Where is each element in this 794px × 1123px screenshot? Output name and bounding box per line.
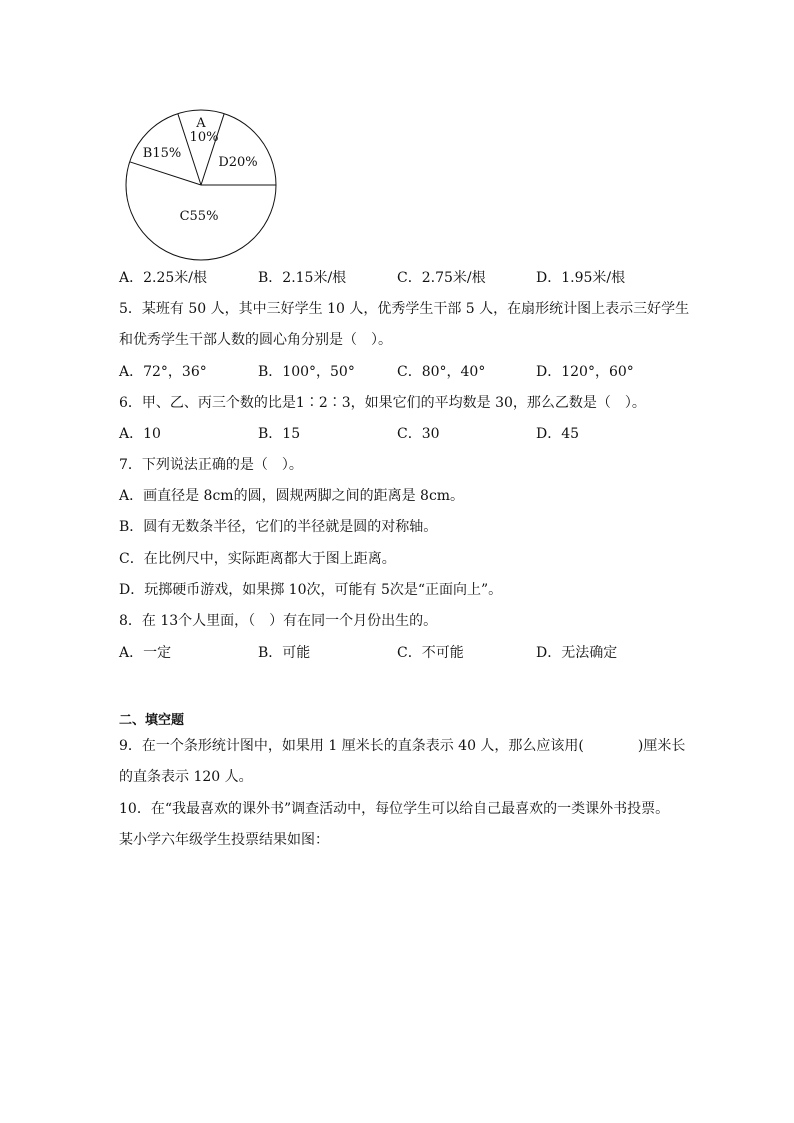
q7-option-a: A．画直径是 8cm的圆，圆规两脚之间的距离是 8cm。: [119, 488, 465, 504]
pie-slice-c-divider: [130, 162, 201, 185]
q6-stem: 6．甲、乙、丙三个数的比是1∶2∶3，如果它们的平均数是 30，那么乙数是（ ）。: [119, 395, 646, 411]
q5-stem-line2: 和优秀学生干部人数的圆心角分别是（ ）。: [119, 332, 392, 348]
q5-option-c: C．80°，40°: [397, 364, 486, 380]
pie-chart: [118, 108, 284, 268]
q9-stem-line2: 的直条表示 120 人。: [119, 769, 253, 785]
section-heading: 二、填空题: [119, 713, 185, 728]
q9-text-before-blank: 9．在一个条形统计图中，如果用 1 厘米长的直条表示 40 人，那么应该用(: [119, 738, 584, 754]
q10-stem-line2: 某小学六年级学生投票结果如图：: [119, 832, 329, 848]
q5-option-d: D．120°，60°: [536, 364, 634, 380]
q4-option-c: C．2.75米/根: [397, 270, 486, 286]
q6-option-d: D．45: [536, 426, 580, 442]
q7-stem: 7．下列说法正确的是（ ）。: [119, 457, 303, 473]
q5-option-b: B．100°，50°: [258, 364, 355, 380]
pie-label-b: B15%: [142, 146, 182, 161]
q7-option-b: B．圆有无数条半径，它们的半径就是圆的对称轴。: [119, 519, 438, 535]
pie-label-a-letter: A: [196, 116, 206, 131]
q10-stem-line1: 10．在“我最喜欢的课外书”调查活动中，每位学生可以给自己最喜欢的一类课外书投票。: [119, 801, 670, 817]
q8-option-c: C．不可能: [397, 645, 464, 661]
q8-stem: 8．在 13个人里面，（ ）有在同一个月份出生的。: [119, 613, 438, 629]
q6-option-c: C．30: [397, 426, 440, 442]
q8-option-a: A．一定: [119, 645, 172, 661]
pie-label-a-pct: 10%: [189, 130, 219, 145]
q8-option-b: B．可能: [258, 645, 311, 661]
q5-stem-line1: 5．某班有 50 人，其中三好学生 10 人，优秀学生干部 5 人，在扇形统计图上表示三好学生: [119, 301, 690, 317]
pie-label-c: C55%: [179, 209, 219, 224]
q7-option-c: C．在比例尺中，实际距离都大于图上距离。: [119, 551, 396, 567]
q8-option-d: D．无法确定: [536, 645, 618, 661]
q9-stem-line1: [119, 736, 685, 756]
q4-option-b: B．2.15米/根: [258, 270, 347, 286]
q4-option-a: A．2.25米/根: [119, 270, 207, 286]
q4-option-d: D．1.95米/根: [536, 270, 626, 286]
q6-option-a: A．10: [119, 426, 161, 442]
q5-option-a: A．72°，36°: [119, 364, 207, 380]
pie-label-d: D20%: [218, 155, 258, 170]
q7-option-d: D．玩掷硬币游戏，如果掷 10次，可能有 5次是“正面向上”。: [119, 582, 503, 598]
q6-option-b: B．15: [258, 426, 301, 442]
q9-text-after-blank: )厘米长: [637, 738, 686, 754]
